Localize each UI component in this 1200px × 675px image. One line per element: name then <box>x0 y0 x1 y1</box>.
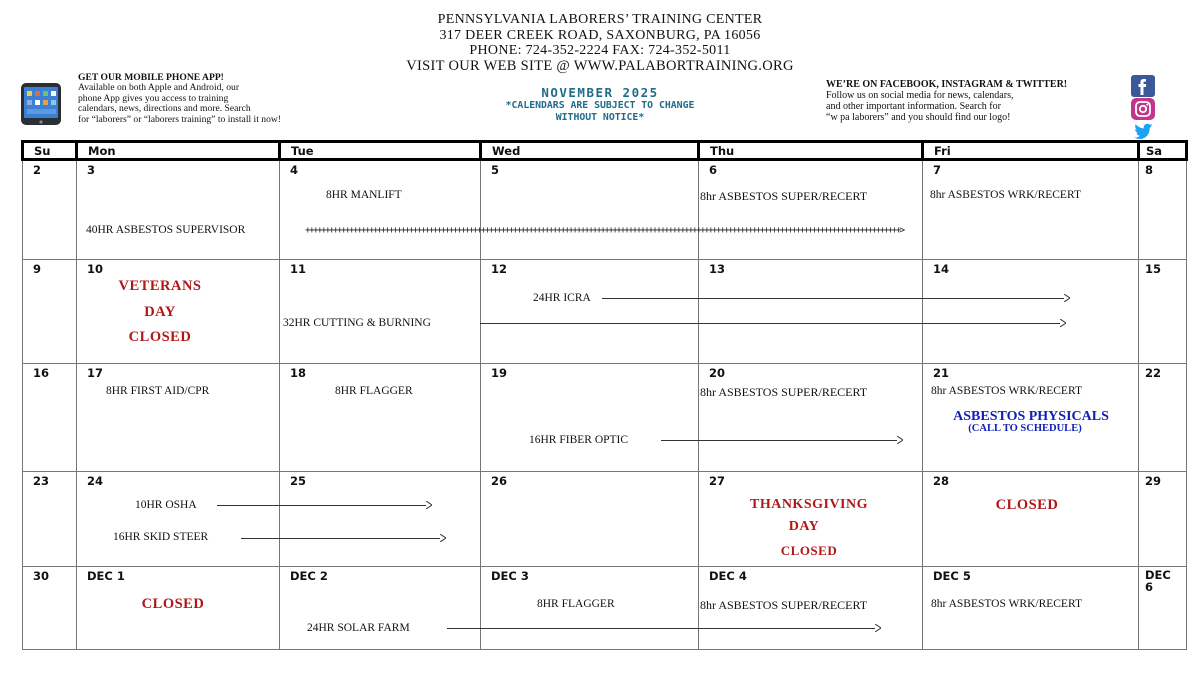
weekday-sa: Sa <box>1139 142 1187 160</box>
day-cell <box>77 160 280 260</box>
event-cutting-burning: 32HR CUTTING & BURNING <box>283 317 431 329</box>
day-number: DEC 6 <box>1145 568 1171 594</box>
month-title: NOVEMBER 2025 <box>541 85 659 100</box>
day-number: 26 <box>491 474 508 488</box>
day-cell <box>481 260 699 364</box>
social-promo-title: WE’RE ON FACEBOOK, INSTAGRAM & TWITTER! <box>826 79 1068 90</box>
day-number: DEC 1 <box>87 569 125 583</box>
weekday-tue: Tue <box>280 142 481 160</box>
day-cell <box>1139 260 1187 364</box>
day-cell <box>280 567 481 650</box>
day-number: 5 <box>491 163 500 177</box>
day-number: 19 <box>491 366 508 380</box>
day-cell <box>481 160 699 260</box>
day-number: 29 <box>1145 474 1162 488</box>
closed-label: CLOSED <box>128 329 192 345</box>
day-cell <box>280 160 481 260</box>
calendar-notice: WITHOUT NOTICE* <box>555 112 645 123</box>
day-cell <box>923 160 1139 260</box>
day-cell <box>23 364 77 472</box>
center-header <box>0 12 1200 74</box>
day-cell <box>1139 364 1187 472</box>
app-promo-line: Available on both Apple and Android, our <box>78 82 240 94</box>
day-number: 30 <box>33 569 50 583</box>
day-number: DEC 3 <box>491 569 529 583</box>
event-asbestos-super-recert: 8hr ASBESTOS SUPER/RECERT <box>700 385 868 399</box>
day-cell <box>23 567 77 650</box>
day-number: DEC 4 <box>709 569 747 583</box>
veterans-day-label: DAY <box>144 304 176 320</box>
call-to-schedule-label: (CALL TO SCHEDULE) <box>968 423 1082 434</box>
day-number: 23 <box>33 474 50 488</box>
event-flagger: 8HR FLAGGER <box>335 385 413 397</box>
weekday-mon: Mon <box>77 142 280 160</box>
day-number: 20 <box>709 366 726 380</box>
day-cell <box>1139 472 1187 567</box>
event-skid-steer: 16HR SKID STEER <box>113 531 209 543</box>
day-number: 27 <box>709 474 726 488</box>
center-phone-fax: PHONE: 724-352-2224 FAX: 724-352-5011 <box>469 43 731 58</box>
phone-icon <box>20 82 62 126</box>
app-promo-title: GET OUR MOBILE PHONE APP! <box>78 72 224 83</box>
instagram-icon[interactable] <box>1131 98 1155 120</box>
day-cell <box>481 472 699 567</box>
day-number: 22 <box>1145 366 1162 380</box>
center-name: PENNSYLVANIA LABORERS’ TRAINING CENTER <box>437 12 763 27</box>
day-number: 18 <box>290 366 307 380</box>
day-cell <box>77 472 280 567</box>
calendar-notice: *CALENDARS ARE SUBJECT TO CHANGE <box>505 100 695 111</box>
day-number: 14 <box>933 262 950 276</box>
month-banner <box>440 85 760 124</box>
event-flagger: 8HR FLAGGER <box>537 598 615 610</box>
day-number: DEC 2 <box>290 569 328 583</box>
closed-label: CLOSED <box>141 596 205 612</box>
day-number: 17 <box>87 366 104 380</box>
day-cell <box>923 260 1139 364</box>
day-number: 2 <box>33 163 42 177</box>
day-number: 13 <box>709 262 726 276</box>
day-cell <box>23 160 77 260</box>
day-number: 4 <box>290 163 299 177</box>
center-address: 317 DEER CREEK ROAD, SAXONBURG, PA 16056 <box>439 27 761 43</box>
event-asbestos-wrk-recert: 8hr ASBESTOS WRK/RECERT <box>931 385 1082 397</box>
app-promo-line: phone App gives you access to training <box>78 92 229 104</box>
day-cell <box>23 260 77 364</box>
day-number: DEC 5 <box>933 569 971 583</box>
event-asbestos-wrk-recert: 8hr ASBESTOS WRK/RECERT <box>931 598 1082 610</box>
event-arrow <box>480 319 1066 327</box>
day-cell <box>699 160 923 260</box>
closed-label: CLOSED <box>995 497 1059 513</box>
event-fiber-optic: 16HR FIBER OPTIC <box>529 434 629 446</box>
day-number: 21 <box>933 366 950 380</box>
day-number: 8 <box>1145 163 1154 177</box>
day-cell <box>923 472 1139 567</box>
social-promo-line: “w pa laborers” and you should find our logo! <box>826 112 1011 123</box>
week-row <box>23 160 1187 260</box>
asbestos-physicals-label: ASBESTOS PHYSICALS <box>953 409 1109 424</box>
event-asbestos-wrk-recert: 8hr ASBESTOS WRK/RECERT <box>930 189 1081 201</box>
veterans-day-label: VETERANS <box>118 278 202 294</box>
day-number: 15 <box>1145 262 1162 276</box>
day-number: 24 <box>87 474 104 488</box>
thanksgiving-label: THANKSGIVING <box>749 497 869 512</box>
day-number: 28 <box>933 474 950 488</box>
closed-label: CLOSED <box>780 543 838 558</box>
social-promo <box>826 79 1126 123</box>
day-number: 11 <box>290 262 307 276</box>
weekday-thu: Thu <box>699 142 923 160</box>
weekday-su: Su <box>23 142 77 160</box>
day-number: 12 <box>491 262 508 276</box>
day-cell <box>280 472 481 567</box>
app-promo-line: for “laborers” or “laborers training” to install it now! <box>78 113 281 125</box>
event-asbestos-super-recert: 8hr ASBESTOS SUPER/RECERT <box>700 598 868 612</box>
event-continuation-marks: +++++++++++++++++++++++++++++++++++++++++++++++++++++++++++++++++++++++++++++++++++++++++++++++++++++++++++++++++++++++++++++++++++++++++++++++++++++> <box>305 225 904 236</box>
day-cell <box>699 260 923 364</box>
day-cell <box>699 364 923 472</box>
social-promo-line: Follow us on social media for news, calendars, <box>826 90 1014 101</box>
weekday-header-row <box>23 142 1187 160</box>
day-number: 25 <box>290 474 307 488</box>
event-asbestos-supervisor: 40HR ASBESTOS SUPERVISOR <box>86 224 246 236</box>
center-website: VISIT OUR WEB SITE @ WWW.PALABORTRAINING.ORG <box>406 57 794 74</box>
day-cell <box>23 472 77 567</box>
app-promo <box>78 73 348 125</box>
app-promo-line: calendars, news, directions and more. Search <box>78 103 251 115</box>
day-cell <box>1139 160 1187 260</box>
event-first-aid-cpr: 8HR FIRST AID/CPR <box>106 385 210 397</box>
day-cell <box>280 260 481 364</box>
event-arrow <box>661 436 903 444</box>
thanksgiving-label: DAY <box>788 519 820 534</box>
day-number: 3 <box>87 163 96 177</box>
social-icons <box>1131 75 1159 144</box>
day-cell <box>280 364 481 472</box>
event-arrow <box>447 624 881 632</box>
week-row <box>23 472 1187 567</box>
weekday-fri: Fri <box>923 142 1139 160</box>
social-promo-line: and other important information. Search for <box>826 101 1001 112</box>
day-number: 16 <box>33 366 50 380</box>
day-number: 10 <box>87 262 104 276</box>
day-cell <box>481 364 699 472</box>
event-arrow <box>217 501 432 509</box>
day-number: 7 <box>933 163 942 177</box>
day-number: 9 <box>33 262 42 276</box>
event-osha: 10HR OSHA <box>135 499 197 511</box>
weekday-wed: Wed <box>481 142 699 160</box>
facebook-icon[interactable] <box>1131 75 1155 97</box>
event-arrow <box>241 534 446 542</box>
event-arrow <box>602 294 1070 302</box>
event-manlift: 8HR MANLIFT <box>326 189 402 201</box>
event-asbestos-super-recert: 8hr ASBESTOS SUPER/RECERT <box>700 189 868 203</box>
event-icra: 24HR ICRA <box>533 292 591 304</box>
event-solar-farm: 24HR SOLAR FARM <box>307 622 410 634</box>
day-number: 6 <box>709 163 718 177</box>
day-cell <box>77 364 280 472</box>
day-cell <box>1139 567 1187 650</box>
